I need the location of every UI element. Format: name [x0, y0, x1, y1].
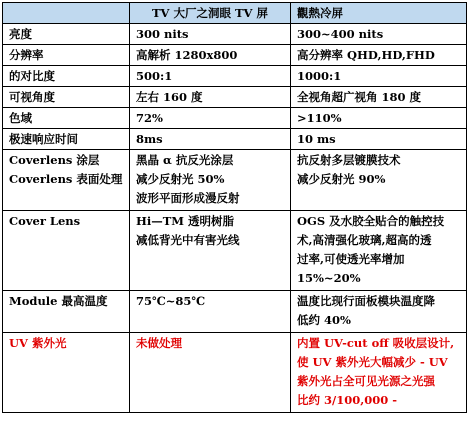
row-value-cold	[291, 150, 467, 211]
header-cell-cold-screen: 觀熱冷屏	[291, 3, 467, 24]
row-label: 可视角度	[3, 87, 130, 108]
value-line: OGS 及水胶全贴合的触控技	[297, 214, 445, 228]
row-value-cold: >110%	[291, 108, 467, 129]
value-line: 减低背光中有害光线	[136, 233, 240, 247]
row-value-cold: 1000:1	[291, 66, 467, 87]
table-row	[3, 211, 467, 291]
comparison-table	[2, 2, 467, 413]
value-line: 减少反射光 90%	[297, 172, 386, 186]
row-label: UV 紫外光	[3, 333, 130, 413]
table-row	[3, 108, 467, 129]
row-label: 分辨率	[3, 45, 130, 66]
header-cell-tv-screen: TV 大厂之洞眼 TV 屏	[130, 3, 291, 24]
row-value-cold	[291, 211, 467, 291]
row-value-cold: 高分辨率 QHD,HD,FHD	[291, 45, 467, 66]
value-line: 使 UV 紫外光大幅减少 - UV	[297, 355, 448, 369]
value-line: 15%~20%	[297, 271, 361, 285]
row-value-tv: 左右 160 度	[130, 87, 291, 108]
header-row	[3, 3, 467, 24]
row-value-cold: 全视角超广视角 180 度	[291, 87, 467, 108]
value-line: 过率,可使透光率增加	[297, 252, 405, 266]
row-value-cold: 300~400 nits	[291, 24, 467, 45]
row-value-tv: 500:1	[130, 66, 291, 87]
value-line: 低约 40%	[297, 313, 351, 327]
row-label	[3, 150, 130, 211]
row-label: 极速响应时间	[3, 129, 130, 150]
row-value-tv: 75℃~85℃	[130, 291, 291, 333]
table-row	[3, 150, 467, 211]
value-line: 抗反射多层镀膜技术	[297, 153, 401, 167]
value-line: 波形平面形成漫反射	[136, 191, 240, 205]
row-value-tv: 72%	[130, 108, 291, 129]
value-line: 减少反射光 50%	[136, 172, 225, 186]
value-line: Hi—TM 透明树脂	[136, 214, 235, 228]
table-row	[3, 24, 467, 45]
row-label: 色域	[3, 108, 130, 129]
value-line: 紫外光占全可见光源之光强	[297, 374, 435, 388]
row-value-tv: 高解析 1280x800	[130, 45, 291, 66]
row-value-tv	[130, 211, 291, 291]
value-line: 黑晶 α 抗反光涂层	[136, 153, 234, 167]
value-line: 术,高清强化玻璃,超高的透	[297, 233, 432, 247]
table-row	[3, 291, 467, 333]
header-cell-empty	[3, 3, 130, 24]
value-line: 内置 UV-cut off 吸收层设计,	[297, 336, 455, 350]
row-label-line: Coverlens 表面处理	[9, 172, 123, 186]
row-label: 的对比度	[3, 66, 130, 87]
row-value-tv: 未做处理	[130, 333, 291, 413]
row-value-cold: 10 ms	[291, 129, 467, 150]
row-value-tv	[130, 150, 291, 211]
table-row	[3, 333, 467, 413]
row-value-tv: 300 nits	[130, 24, 291, 45]
table-row	[3, 129, 467, 150]
table-row	[3, 45, 467, 66]
row-label: Cover Lens	[3, 211, 130, 291]
table-row	[3, 87, 467, 108]
row-label-line: Coverlens 涂层	[9, 153, 100, 167]
row-label: 亮度	[3, 24, 130, 45]
row-value-cold	[291, 333, 467, 413]
table-row	[3, 66, 467, 87]
value-line: 温度比现行面板模块温度降	[297, 294, 435, 308]
value-line: 比约 3/100,000 -	[297, 393, 397, 407]
row-label: Module 最高温度	[3, 291, 130, 333]
row-value-tv: 8ms	[130, 129, 291, 150]
row-value-cold	[291, 291, 467, 333]
